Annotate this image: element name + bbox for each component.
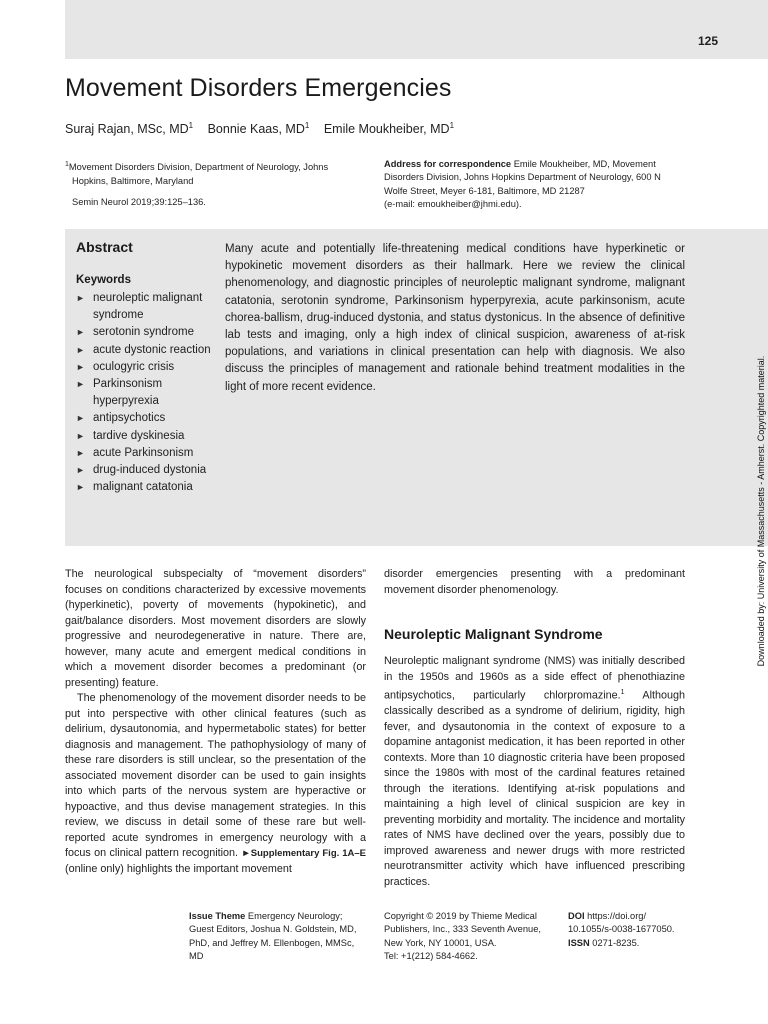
keyword-item[interactable]: ► serotonin syndrome — [76, 324, 211, 341]
doi-issn — [568, 910, 728, 950]
keyword-item[interactable]: ► acute dystonic reaction — [76, 342, 211, 359]
doi-link[interactable]: 10.1055/s-0038-1677050. — [568, 924, 675, 935]
doi-link[interactable]: https://doi.org/ — [587, 911, 647, 921]
journal-citation: Semin Neurol 2019;39:125–136. — [72, 197, 206, 207]
author-affiliation-mark: 1 — [188, 121, 194, 130]
copyright-notice: Copyright © 2019 by Thieme Medical Publishers, Inc., 333 Seventh Avenue, New York, NY 10001, USA. Tel: +1(212) 584-4662. — [384, 911, 541, 962]
keyword-item[interactable]: ► neuroleptic malignant syndrome — [76, 292, 203, 322]
correspondence-email[interactable]: (e-mail: emoukheiber@jhmi.edu). — [384, 199, 522, 210]
body-column-right — [384, 567, 685, 890]
body-column-left — [65, 567, 366, 877]
issn-label: ISSN — [568, 937, 590, 948]
doi-label: DOI — [568, 911, 585, 921]
issue-theme-label: Issue Theme — [189, 911, 246, 921]
keyword-item[interactable]: ► oculogyric crisis — [76, 359, 211, 376]
keyword-list — [76, 290, 211, 496]
correspondence-line: Emile Moukheiber, MD, Movement — [513, 159, 656, 169]
correspondence-address — [384, 158, 704, 212]
affiliation-line: $^1$Movement Disorders Division, Department of Neurology, Johns — [65, 161, 329, 173]
arrow-icon: ► — [76, 361, 85, 372]
body-paragraph: The phenomenology of the movement disorder needs to be put into perspective with other clinical features (such as delirium, dysautonomia, and hypermetabolic states) for better diagnosis and management. The pathophysiology of many of these rare disorders is still unclear, so the presentation of the associated movement disorder can be used to gain insights into which parts of the nervous system are hyperactive or hypoactive, and thus devise management strategies. In this review, we discuss in detail some of these rare but well-reported acute syndromes in emergency neurology with a focus on clinical pattern recognition. ►Supplementary Fig. 1A–E (online only) highlights the important movement — [65, 692, 367, 875]
keyword-item[interactable]: ► acute Parkinsonism — [76, 445, 211, 462]
arrow-icon: ► — [76, 344, 85, 355]
arrow-icon: ► — [76, 482, 85, 493]
affiliation-line: Hopkins, Baltimore, Maryland — [72, 175, 194, 186]
body-paragraph: Neuroleptic malignant syndrome (NMS) was initially described in the 1950s and 1960s as a side effect of phenothiazine antipsychotics, particularly chlorpromazine.$^1$ Although classically described as a syndrome of delirium, rigidity, high fever, and dysautonomia in the context of exposure to a dopamine antagonist medication, it has been reported in other contexts. More than 10 diagnostic criteria have been proposed since the 1980s with most of the cardinal features retained through the iterations. Identifying at-risk populations and maintaining a high level of clinical suspicion are key in preventing morbidity and mortality. The incidence and mortality rates of NMS have declined over the years, possibly due to improved awareness and newer drugs with more restricted neurotransmitter activity which have influenced prescribing practices. — [384, 655, 686, 888]
download-note-text: Downloaded by: University of Massachusetts - Amherst. Copyrighted material. — [756, 355, 766, 667]
reference-mark[interactable]: 1 — [620, 689, 625, 696]
abstract-text: Many acute and potentially life-threatening medical conditions have hyperkinetic or hypokinetic movement disorders as their hallmark. Here we review the clinical phenomenology, and diagnostic principles of neuroleptic malignant syndrome, malignant catatonia, serotonin syndrome, Parkinsonism hyperpyrexia, acute parkinsonism, acute chorea-ballism, drug-induced dystonia, and status dystonicus. In the absence of definitive lab tests and imaging, only a high index of clinical suspicion, awareness of at-risk populations, and variations in clinical presentation can help with diagnosis. We also discuss the principles of management and rationale behind treatment modalities in the light of more recent evidence. — [225, 243, 685, 393]
keyword-item[interactable]: ► drug-induced dystonia — [76, 462, 211, 479]
abstract-heading: Abstract — [76, 239, 133, 255]
keyword-item[interactable]: ► Parkinsonism hyperpyrexia — [76, 378, 163, 408]
figure-reference-link[interactable]: ►Supplementary Fig. 1A–E — [241, 848, 367, 859]
header-band — [65, 0, 768, 59]
section-heading: Neuroleptic Malignant Syndrome — [384, 626, 603, 642]
author-name: Emile Moukheiber, MD — [323, 122, 450, 137]
keywords-heading: Keywords — [76, 274, 131, 286]
keyword-item[interactable]: ► tardive dyskinesia — [76, 428, 211, 445]
author[interactable] — [324, 122, 454, 136]
author-affiliation-mark: 1 — [449, 121, 455, 130]
arrow-icon: ► — [76, 413, 85, 424]
arrow-icon: ► — [241, 848, 251, 859]
article-title: Movement Disorders Emergencies — [65, 74, 452, 102]
arrow-icon: ► — [76, 293, 85, 303]
issue-theme: Issue Theme Emergency Neurology; Guest Editors, Joshua N. Goldstein, MD, PhD, and Jeffrey M. Ellenbogen, MMSc, MD — [189, 911, 357, 962]
keyword-item[interactable]: ► antipsychotics — [76, 410, 211, 427]
author-name: Suraj Rajan, MSc, MD — [65, 122, 189, 137]
body-paragraph: The neurological subspecialty of “movement disorders” focuses on conditions characterized by excessive movements (hyperkinetic), poverty of movements (hypokinetic), and gait/balance disorders. Most movement disorders are slowly progressive and neurodegenerative in nature. There are, however, many acute and emergent medical conditions in which a movement disorder becomes a predominant (or presenting) feature. — [65, 568, 366, 689]
issn-value: 0271-8235. — [592, 937, 640, 948]
body-paragraph: disorder emergencies presenting with a predominant movement disorder phenomenology. — [384, 568, 685, 596]
arrow-icon: ► — [76, 465, 85, 476]
affiliation-mark: 1 — [65, 161, 69, 168]
correspondence-label: Address for correspondence — [384, 159, 512, 169]
author[interactable] — [208, 122, 310, 136]
author-affiliation-mark: 1 — [304, 121, 310, 130]
keyword-item[interactable]: ► malignant catatonia — [76, 479, 211, 496]
correspondence-line: Disorders Division, Johns Hopkins Department of Neurology, 600 N — [384, 172, 661, 183]
author-name: Bonnie Kaas, MD — [207, 122, 305, 137]
correspondence-line: Wolfe Street, Meyer 6-181, Baltimore, MD 21287 — [384, 185, 585, 196]
author-list — [65, 121, 465, 136]
author[interactable] — [65, 122, 193, 136]
arrow-icon: ► — [76, 327, 85, 338]
arrow-icon: ► — [76, 430, 85, 441]
arrow-icon: ► — [76, 447, 85, 458]
arrow-icon: ► — [76, 379, 85, 390]
affiliation — [65, 158, 365, 188]
page-number: 125 — [697, 34, 718, 48]
